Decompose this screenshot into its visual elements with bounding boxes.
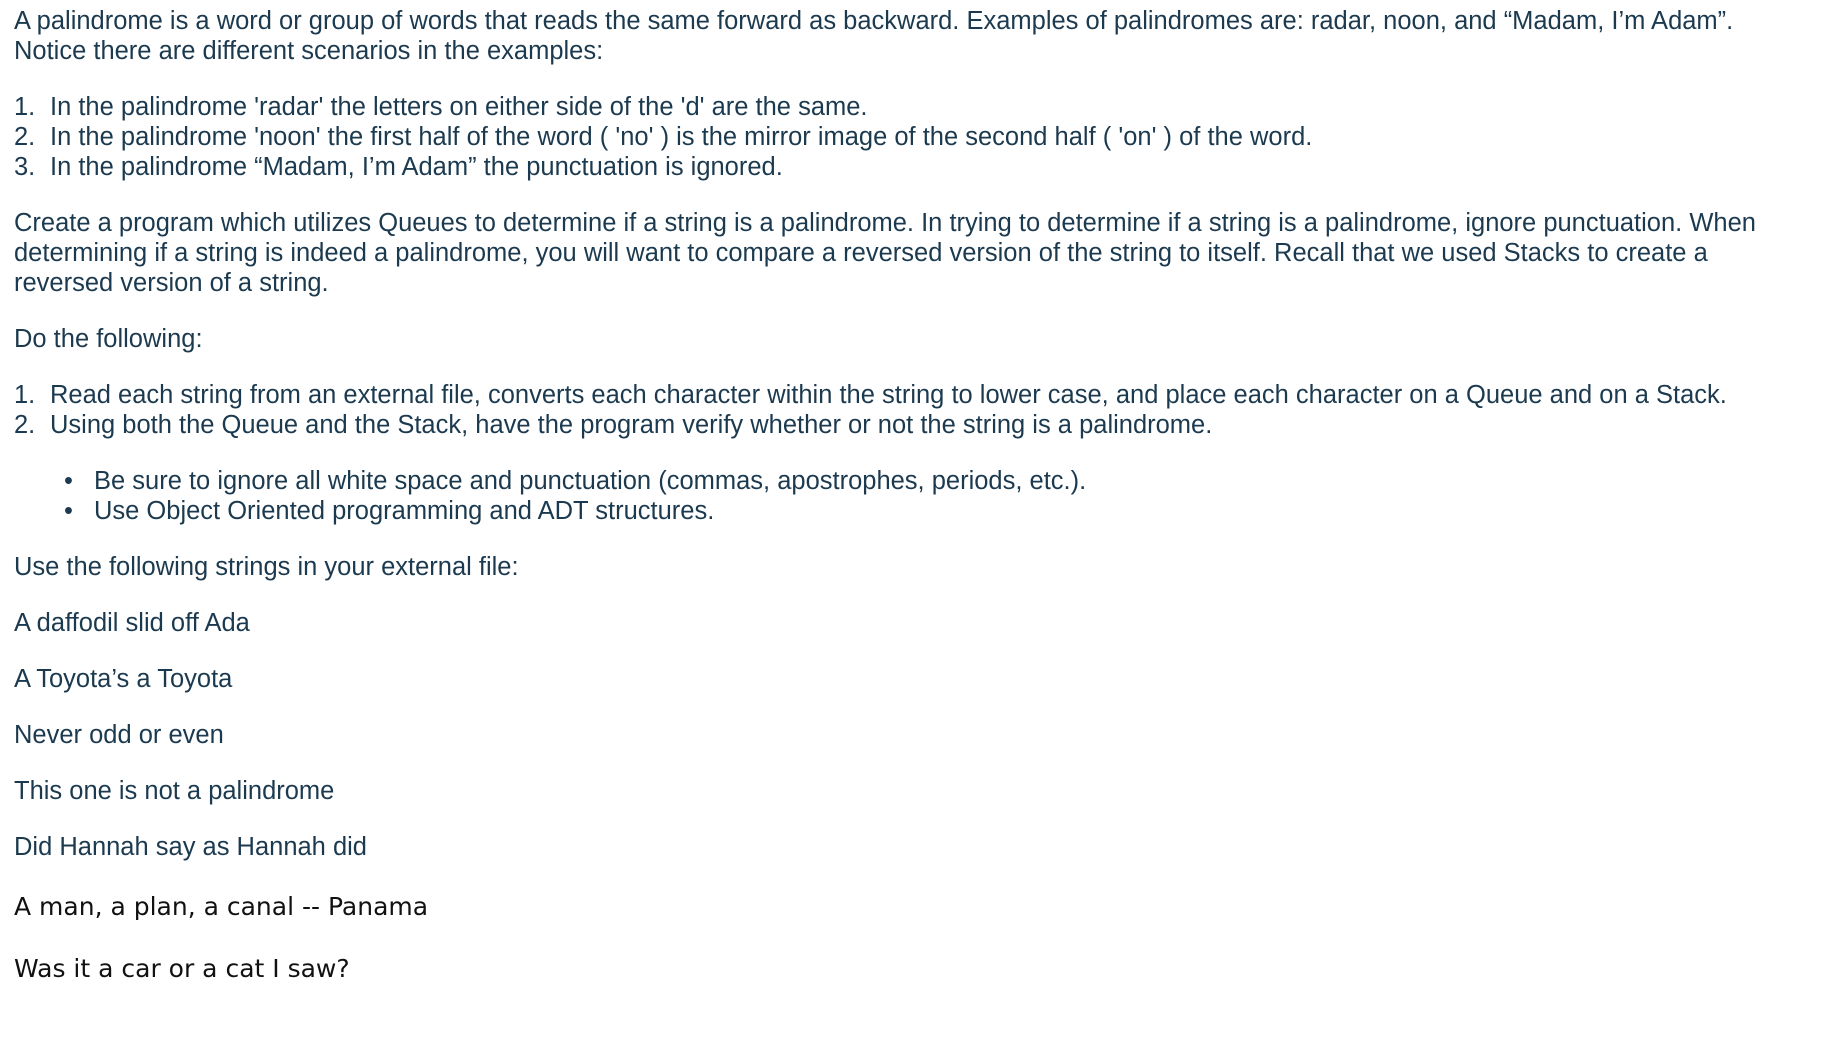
scenario-list [14,92,1824,182]
list-number: 3. [14,153,36,181]
task-line-2: determining if a string is indeed a palindrome, you will want to compare a reversed version of the string to itself. Recall that we used Stacks to create a [14,239,1708,267]
list-item-text: Read each string from an external file, converts each character within the string to lower case, and place each character on a Queue and on a Stack. [50,381,1727,409]
intro-paragraph [14,6,1824,66]
list-number: 2. [14,123,36,151]
bullet-text: Be sure to ignore all white space and punctuation (commas, apostrophes, periods, etc.). [94,467,1087,495]
bullet-icon: • [64,497,73,525]
list-item-text: In the palindrome 'noon' the first half of the word ( 'no' ) is the mirror image of the second half ( 'on' ) of the word. [50,123,1313,151]
list-item [14,92,1824,122]
list-number: 1. [14,93,36,121]
intro-line-2: Notice there are different scenarios in the examples: [14,37,604,65]
test-string: A man, a plan, a canal -- Panama [14,892,429,921]
bullet-text: Use Object Oriented programming and ADT structures. [94,497,715,525]
list-number: 2. [14,411,36,439]
intro-line-1: A palindrome is a word or group of words that reads the same forward as backward. Examples of palindromes are: radar, noon, and “Madam, I’m Adam”. [14,7,1734,35]
list-item [14,380,1824,410]
task-paragraph [14,208,1824,298]
list-item-text: Using both the Queue and the Stack, have the program verify whether or not the string is a palindrome. [50,411,1213,439]
do-following-heading: Do the following: [14,325,203,353]
strings-intro: Use the following strings in your external file: [14,553,519,581]
test-string: A Toyota’s a Toyota [14,665,233,693]
test-string: Never odd or even [14,721,224,749]
task-line-1: Create a program which utilizes Queues to determine if a string is a palindrome. In trying to determine if a string is a palindrome, ignore punctuation. When [14,209,1756,237]
list-item-text: In the palindrome “Madam, I’m Adam” the punctuation is ignored. [50,153,783,181]
test-string: Did Hannah say as Hannah did [14,833,367,861]
list-item-text: In the palindrome 'radar' the letters on either side of the 'd' are the same. [50,93,868,121]
document-body [14,6,1824,984]
steps-list [14,380,1824,440]
test-string: A daffodil slid off Ada [14,609,250,637]
list-number: 1. [14,381,36,409]
bullet-item [14,466,1824,496]
list-item [14,410,1824,440]
test-strings-list [14,608,1824,984]
bullet-item [14,496,1824,526]
test-string: Was it a car or a cat I saw? [14,954,350,983]
task-line-3: reversed version of a string. [14,269,329,297]
list-item [14,152,1824,182]
bullet-icon: • [64,467,73,495]
test-string: This one is not a palindrome [14,777,335,805]
list-item [14,122,1824,152]
requirements-bullet-list [14,466,1824,526]
